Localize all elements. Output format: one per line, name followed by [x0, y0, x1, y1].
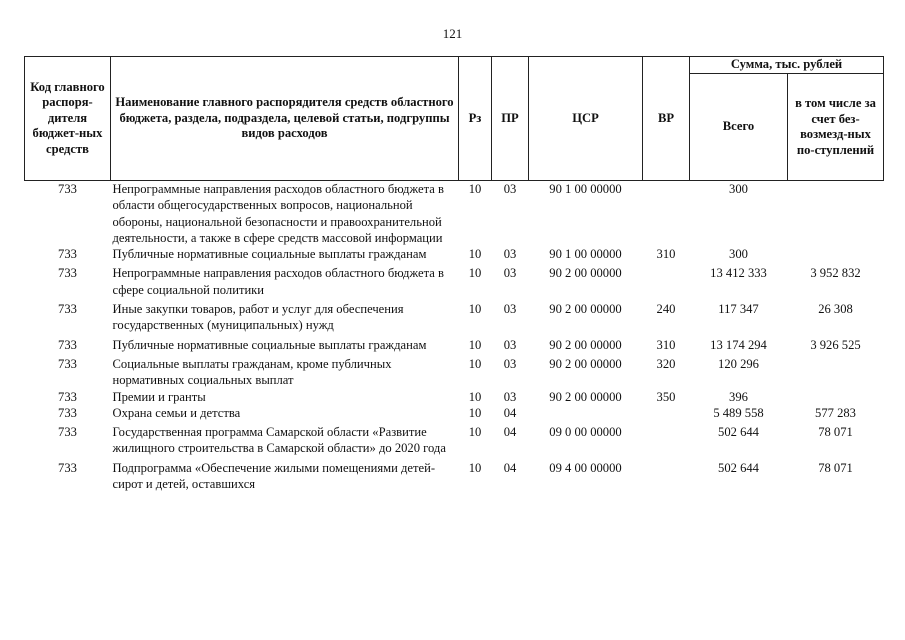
- table-row: [25, 334, 884, 353]
- table-row: [25, 181, 884, 247]
- cell-pr: 03: [503, 266, 517, 281]
- cell-grants: 3 926 525: [810, 337, 861, 352]
- cell-csr: 90 2 00 00000: [549, 389, 622, 404]
- cell-rz: 10: [468, 460, 482, 475]
- cell-name: Публичные нормативные социальные выплаты гражданам: [112, 247, 427, 262]
- cell-rz: 10: [468, 425, 482, 440]
- cell-code: 733: [58, 266, 77, 281]
- cell-pr: 03: [503, 302, 517, 317]
- cell-grants: 78 071: [818, 425, 853, 440]
- cell-code: 733: [58, 425, 77, 440]
- cell-name: Охрана семьи и детства: [112, 405, 241, 420]
- table-row: [25, 353, 884, 389]
- cell-grants: [788, 353, 884, 389]
- cell-total: 300: [729, 182, 748, 196]
- cell-vr: 350: [656, 389, 676, 404]
- cell-code: 733: [58, 389, 77, 404]
- cell-total: 13 174 294: [710, 337, 767, 352]
- header-rz: Рз: [459, 57, 492, 181]
- table-header: [25, 57, 884, 181]
- cell-pr: 03: [503, 182, 517, 196]
- cell-grants: 577 283: [815, 405, 856, 420]
- table-row: [25, 405, 884, 421]
- cell-vr: [643, 262, 690, 298]
- cell-code: 733: [58, 182, 77, 196]
- cell-pr: 03: [503, 389, 517, 404]
- cell-csr: 90 2 00 00000: [549, 266, 622, 281]
- cell-total: 300: [729, 247, 748, 262]
- cell-vr: 310: [656, 337, 676, 352]
- table-row: [25, 262, 884, 298]
- header-name: Наименование главного распорядителя средств областного бюджета, раздела, подраздела, целевой статьи, подгруппы видов расходов: [111, 57, 459, 181]
- cell-grants: 26 308: [818, 302, 853, 317]
- cell-code: 733: [58, 460, 77, 475]
- page-number: 121: [442, 26, 463, 41]
- cell-csr: 90 2 00 00000: [549, 356, 622, 371]
- cell-rz: 10: [468, 182, 482, 196]
- cell-name: Подпрограмма «Обеспечение жилыми помещениями детей-сирот и детей, оставшихся: [112, 460, 436, 492]
- cell-name: Публичные нормативные социальные выплаты гражданам: [112, 337, 427, 352]
- cell-vr: 310: [656, 247, 676, 262]
- cell-name: Социальные выплаты гражданам, кроме публичных нормативных социальных выплат: [112, 356, 392, 388]
- cell-code: 733: [58, 247, 77, 262]
- cell-total: 120 296: [718, 356, 759, 371]
- cell-rz: 10: [468, 247, 482, 262]
- header-csr: ЦСР: [529, 57, 643, 181]
- cell-rz: 10: [468, 266, 482, 281]
- cell-name: Государственная программа Самарской области «Развитие жилищного строительства в Самарской области» до 2020 года: [112, 425, 446, 456]
- cell-csr: 90 1 00 00000: [549, 182, 622, 196]
- cell-code: 733: [58, 302, 77, 317]
- cell-vr: [643, 421, 690, 457]
- header-code: Код главного распоря-дителя бюджет-ных средств: [25, 57, 111, 181]
- cell-grants: 78 071: [818, 460, 853, 475]
- cell-pr: 04: [503, 405, 517, 420]
- cell-vr: [643, 457, 690, 493]
- cell-grants: 3 952 832: [810, 266, 861, 281]
- cell-csr: 90 2 00 00000: [549, 302, 622, 317]
- cell-rz: 10: [468, 389, 482, 404]
- cell-grants: [788, 181, 884, 247]
- budget-table: [24, 56, 884, 492]
- cell-total: 13 412 333: [710, 266, 767, 281]
- cell-total: 396: [729, 389, 748, 404]
- cell-pr: 03: [503, 247, 517, 262]
- header-vr: ВР: [643, 57, 690, 181]
- cell-total: 117 347: [718, 302, 759, 317]
- cell-name: Иные закупки товаров, работ и услуг для обеспечения государственных (муниципальных) нужд: [112, 302, 404, 333]
- header-total: Всего: [690, 74, 788, 181]
- cell-pr: 04: [503, 460, 517, 475]
- cell-vr: 320: [656, 356, 676, 371]
- header-sum: Сумма, тыс. рублей: [690, 57, 884, 74]
- cell-pr: 04: [503, 425, 517, 440]
- cell-name: Непрограммные направления расходов областного бюджета в области общегосударственных вопросов, национальной обороны, национальной безопасности и правоохранительной деятельности, а также в сфере средств массовой информации: [112, 182, 444, 245]
- cell-pr: 03: [503, 356, 517, 371]
- cell-total: 502 644: [718, 460, 759, 475]
- header-pr: ПР: [492, 57, 529, 181]
- cell-rz: 10: [468, 337, 482, 352]
- cell-rz: 10: [468, 356, 482, 371]
- cell-rz: 10: [468, 302, 482, 317]
- cell-grants: [788, 389, 884, 405]
- cell-csr: 90 1 00 00000: [549, 247, 622, 262]
- header-grants: в том числе за счет без-возмезд-ных по-ступлений: [788, 74, 884, 181]
- cell-grants: [788, 246, 884, 262]
- cell-name: Непрограммные направления расходов областного бюджета в сфере социальной политики: [112, 266, 444, 297]
- cell-total: 5 489 558: [713, 405, 764, 420]
- cell-csr: 90 2 00 00000: [549, 337, 622, 352]
- cell-csr: 09 0 00 00000: [549, 425, 622, 440]
- cell-name: Премии и гранты: [112, 389, 206, 404]
- cell-pr: 03: [503, 337, 517, 352]
- cell-csr: [529, 405, 643, 421]
- table-body: [25, 181, 884, 493]
- cell-code: 733: [58, 337, 77, 352]
- cell-vr: [643, 405, 690, 421]
- cell-csr: 09 4 00 00000: [549, 460, 622, 475]
- table-row: [25, 421, 884, 457]
- table-row: [25, 457, 884, 493]
- cell-code: 733: [58, 405, 77, 420]
- cell-rz: 10: [468, 405, 482, 420]
- table-row: [25, 298, 884, 334]
- table-row: [25, 389, 884, 405]
- table-row: [25, 246, 884, 262]
- cell-vr: 240: [656, 302, 676, 317]
- cell-vr: [643, 181, 690, 247]
- cell-code: 733: [58, 356, 77, 371]
- cell-total: 502 644: [718, 425, 759, 440]
